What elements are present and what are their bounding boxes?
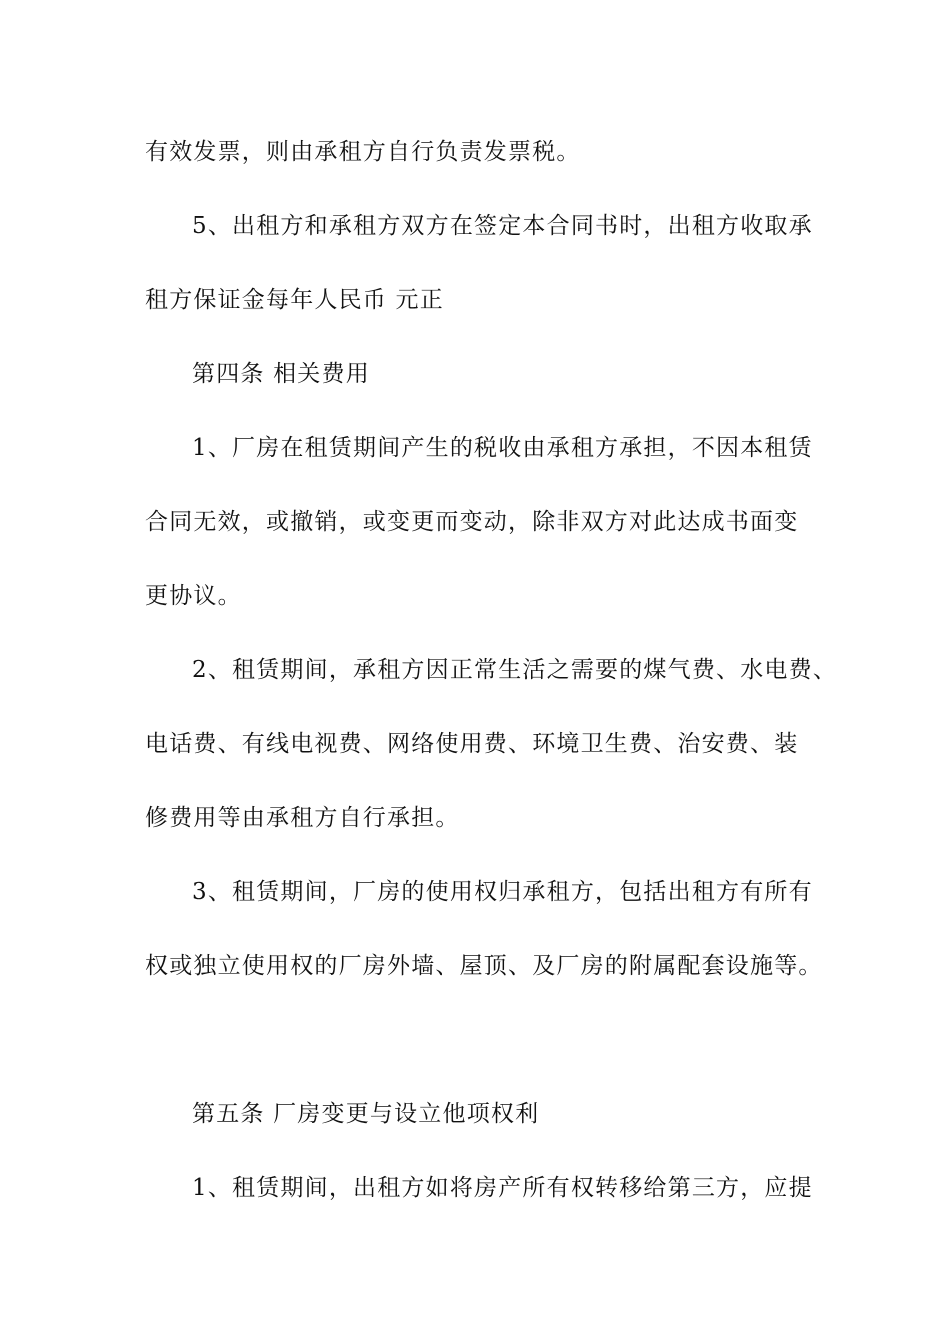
- paragraph-line: 1、租赁期间，出租方如将房产所有权转移给第三方，应提: [192, 1175, 813, 1201]
- paragraph-line: 2、租赁期间，承租方因正常生活之需要的煤气费、水电费、: [192, 657, 838, 683]
- paragraph-line: 修费用等由承租方自行承担。: [145, 805, 460, 831]
- paragraph-line: 电话费、有线电视费、网络使用费、环境卫生费、治安费、装: [145, 731, 799, 757]
- section-heading: 第四条 相关费用: [192, 361, 370, 387]
- paragraph-line: 更协议。: [145, 583, 242, 609]
- paragraph-line: 5、出租方和承租方双方在签定本合同书时，出租方收取承: [192, 213, 813, 239]
- paragraph-line: 合同无效，或撤销，或变更而变动，除非双方对此达成书面变: [145, 509, 799, 535]
- paragraph-line: 1、厂房在租赁期间产生的税收由承租方承担，不因本租赁: [192, 435, 813, 461]
- paragraph-line: 权或独立使用权的厂房外墙、屋顶、及厂房的附属配套设施等。: [145, 953, 823, 979]
- paragraph-line: 有效发票，则由承租方自行负责发票税。: [145, 139, 581, 165]
- paragraph-line: 3、租赁期间，厂房的使用权归承租方，包括出租方有所有: [192, 879, 813, 905]
- paragraph-line: 租方保证金每年人民币 元正: [145, 287, 444, 313]
- section-heading: 第五条 厂房变更与设立他项权利: [192, 1101, 540, 1127]
